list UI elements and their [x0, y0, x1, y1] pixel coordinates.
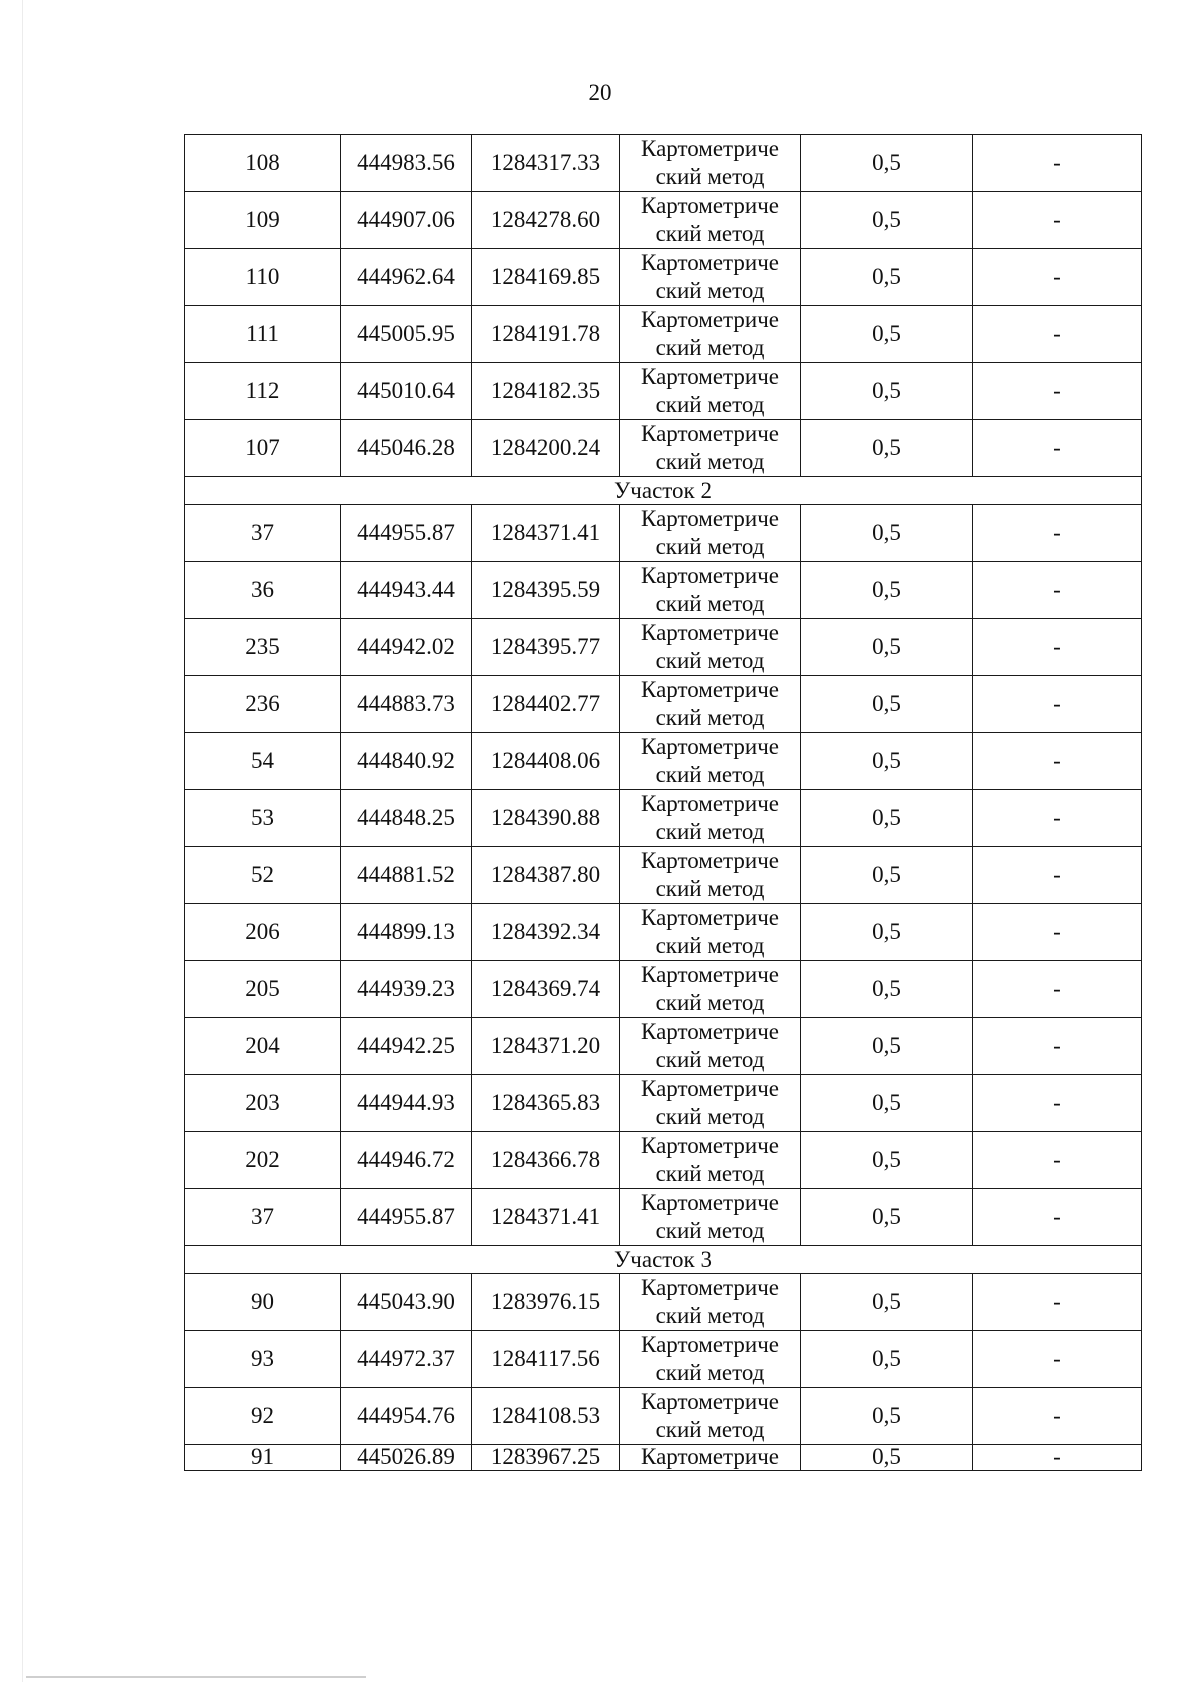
y-coordinate-cell: 1284366.78 [472, 1132, 620, 1189]
page-number: 20 [588, 80, 612, 105]
table-row [185, 420, 1142, 477]
accuracy-cell: 0,5 [801, 1132, 973, 1189]
y-coordinate-cell: 1284395.77 [472, 619, 620, 676]
method-cell [620, 192, 801, 249]
point-number-cell: 236 [185, 676, 341, 733]
point-number-cell: 37 [185, 1189, 341, 1246]
x-coordinate-cell: 444946.72 [341, 1132, 472, 1189]
note-cell: - [973, 249, 1142, 306]
method-text: Картометриче ский метод [641, 506, 779, 559]
method-cell [620, 420, 801, 477]
point-number-cell: 53 [185, 790, 341, 847]
method-cell [620, 961, 801, 1018]
accuracy-cell: 0,5 [801, 562, 973, 619]
method-cell [620, 505, 801, 562]
point-number-cell: 90 [185, 1274, 341, 1331]
method-text: Картометриче ский метод [641, 791, 779, 844]
accuracy-cell: 0,5 [801, 1018, 973, 1075]
accuracy-cell: 0,5 [801, 1274, 973, 1331]
method-text: Картометриче ский метод [641, 563, 779, 616]
method-text: Картометриче ский метод [641, 848, 779, 901]
accuracy-cell: 0,5 [801, 847, 973, 904]
x-coordinate-cell: 444972.37 [341, 1331, 472, 1388]
method-text: Картометриче ский метод [641, 1389, 779, 1442]
table-row [185, 619, 1142, 676]
method-text: Картометриче ский метод [641, 136, 779, 189]
method-cell [620, 562, 801, 619]
x-coordinate-cell: 445010.64 [341, 363, 472, 420]
table-row [185, 1445, 1142, 1471]
x-coordinate-cell: 444899.13 [341, 904, 472, 961]
point-number-cell: 54 [185, 733, 341, 790]
point-number-cell: 52 [185, 847, 341, 904]
point-number-cell: 110 [185, 249, 341, 306]
table-row [185, 1075, 1142, 1132]
point-number-cell: 111 [185, 306, 341, 363]
method-cell [620, 676, 801, 733]
table-row [185, 249, 1142, 306]
note-cell: - [973, 904, 1142, 961]
method-text: Картометриче ский метод [641, 1190, 779, 1243]
table-row [185, 505, 1142, 562]
note-cell: - [973, 505, 1142, 562]
accuracy-cell: 0,5 [801, 192, 973, 249]
y-coordinate-cell: 1284317.33 [472, 135, 620, 192]
y-coordinate-cell: 1283967.25 [472, 1445, 620, 1471]
method-cell [620, 1189, 801, 1246]
point-number-cell: 92 [185, 1388, 341, 1445]
scan-edge [22, 0, 23, 1682]
section-title: Участок 2 [185, 477, 1142, 505]
method-text: Картометриче ский метод [641, 1076, 779, 1129]
point-number-cell: 112 [185, 363, 341, 420]
note-cell: - [973, 676, 1142, 733]
accuracy-cell: 0,5 [801, 904, 973, 961]
y-coordinate-cell: 1284365.83 [472, 1075, 620, 1132]
y-coordinate-cell: 1284371.41 [472, 505, 620, 562]
note-cell: - [973, 363, 1142, 420]
point-number-cell: 206 [185, 904, 341, 961]
method-cell [620, 733, 801, 790]
method-cell [620, 363, 801, 420]
table-row [185, 306, 1142, 363]
point-number-cell: 205 [185, 961, 341, 1018]
note-cell: - [973, 1075, 1142, 1132]
note-cell: - [973, 1189, 1142, 1246]
table-row [185, 1132, 1142, 1189]
table-row [185, 363, 1142, 420]
x-coordinate-cell: 445043.90 [341, 1274, 472, 1331]
table-row [185, 1189, 1142, 1246]
y-coordinate-cell: 1284387.80 [472, 847, 620, 904]
point-number-cell: 36 [185, 562, 341, 619]
method-text: Картометриче ский метод [641, 1133, 779, 1186]
note-cell: - [973, 1331, 1142, 1388]
table-row [185, 1018, 1142, 1075]
accuracy-cell: 0,5 [801, 306, 973, 363]
point-number-cell: 107 [185, 420, 341, 477]
point-number-cell: 203 [185, 1075, 341, 1132]
y-coordinate-cell: 1284117.56 [472, 1331, 620, 1388]
coordinates-table-body [185, 135, 1142, 1471]
method-text: Картометриче [641, 1444, 779, 1469]
note-cell: - [973, 1018, 1142, 1075]
table-row [185, 676, 1142, 733]
method-text: Картометриче ский метод [641, 307, 779, 360]
method-text: Картометриче ский метод [641, 1275, 779, 1328]
x-coordinate-cell: 444944.93 [341, 1075, 472, 1132]
x-coordinate-cell: 444848.25 [341, 790, 472, 847]
accuracy-cell: 0,5 [801, 1189, 973, 1246]
x-coordinate-cell: 445026.89 [341, 1445, 472, 1471]
method-cell [620, 249, 801, 306]
accuracy-cell: 0,5 [801, 1331, 973, 1388]
accuracy-cell: 0,5 [801, 676, 973, 733]
method-cell [620, 1018, 801, 1075]
method-cell [620, 790, 801, 847]
table-row [185, 847, 1142, 904]
point-number-cell: 204 [185, 1018, 341, 1075]
note-cell: - [973, 420, 1142, 477]
method-text: Картометриче ский метод [641, 734, 779, 787]
method-text: Картометриче ский метод [641, 962, 779, 1015]
x-coordinate-cell: 444962.64 [341, 249, 472, 306]
note-cell: - [973, 306, 1142, 363]
x-coordinate-cell: 444954.76 [341, 1388, 472, 1445]
y-coordinate-cell: 1284390.88 [472, 790, 620, 847]
x-coordinate-cell: 444943.44 [341, 562, 472, 619]
accuracy-cell: 0,5 [801, 249, 973, 306]
x-coordinate-cell: 444942.25 [341, 1018, 472, 1075]
x-coordinate-cell: 445046.28 [341, 420, 472, 477]
coordinates-table [184, 134, 1142, 1471]
x-coordinate-cell: 444955.87 [341, 505, 472, 562]
method-text: Картометриче ский метод [641, 193, 779, 246]
x-coordinate-cell: 444942.02 [341, 619, 472, 676]
note-cell: - [973, 733, 1142, 790]
note-cell: - [973, 1274, 1142, 1331]
method-text: Картометриче ский метод [641, 677, 779, 730]
point-number-cell: 91 [185, 1445, 341, 1471]
point-number-cell: 37 [185, 505, 341, 562]
method-cell [620, 1445, 801, 1471]
y-coordinate-cell: 1283976.15 [472, 1274, 620, 1331]
y-coordinate-cell: 1284200.24 [472, 420, 620, 477]
table-row [185, 192, 1142, 249]
note-cell: - [973, 961, 1142, 1018]
y-coordinate-cell: 1284395.59 [472, 562, 620, 619]
point-number-cell: 202 [185, 1132, 341, 1189]
method-cell [620, 1132, 801, 1189]
table-row [185, 1274, 1142, 1331]
method-cell [620, 1075, 801, 1132]
x-coordinate-cell: 444907.06 [341, 192, 472, 249]
method-text: Картометриче ский метод [641, 620, 779, 673]
accuracy-cell: 0,5 [801, 961, 973, 1018]
table-row [185, 904, 1142, 961]
y-coordinate-cell: 1284408.06 [472, 733, 620, 790]
bottom-rule [26, 1676, 366, 1678]
y-coordinate-cell: 1284278.60 [472, 192, 620, 249]
accuracy-cell: 0,5 [801, 1445, 973, 1471]
method-cell [620, 847, 801, 904]
note-cell: - [973, 790, 1142, 847]
section-title: Участок 3 [185, 1246, 1142, 1274]
table-row [185, 961, 1142, 1018]
section-header-row [185, 1246, 1142, 1274]
y-coordinate-cell: 1284369.74 [472, 961, 620, 1018]
y-coordinate-cell: 1284392.34 [472, 904, 620, 961]
section-header-row [185, 477, 1142, 505]
table-row [185, 790, 1142, 847]
method-cell [620, 904, 801, 961]
x-coordinate-cell: 445005.95 [341, 306, 472, 363]
method-text: Картометриче ский метод [641, 364, 779, 417]
method-cell [620, 1388, 801, 1445]
accuracy-cell: 0,5 [801, 135, 973, 192]
point-number-cell: 109 [185, 192, 341, 249]
y-coordinate-cell: 1284108.53 [472, 1388, 620, 1445]
x-coordinate-cell: 444955.87 [341, 1189, 472, 1246]
method-cell [620, 1331, 801, 1388]
accuracy-cell: 0,5 [801, 363, 973, 420]
method-cell [620, 1274, 801, 1331]
accuracy-cell: 0,5 [801, 1075, 973, 1132]
table-row [185, 562, 1142, 619]
method-text: Картометриче ский метод [641, 1332, 779, 1385]
method-text: Картометриче ский метод [641, 905, 779, 958]
x-coordinate-cell: 444840.92 [341, 733, 472, 790]
accuracy-cell: 0,5 [801, 1388, 973, 1445]
y-coordinate-cell: 1284182.35 [472, 363, 620, 420]
table-row [185, 1331, 1142, 1388]
table-row [185, 1388, 1142, 1445]
note-cell: - [973, 619, 1142, 676]
x-coordinate-cell: 444881.52 [341, 847, 472, 904]
method-cell [620, 135, 801, 192]
note-cell: - [973, 1445, 1142, 1471]
note-cell: - [973, 192, 1142, 249]
accuracy-cell: 0,5 [801, 420, 973, 477]
note-cell: - [973, 1388, 1142, 1445]
table-row [185, 135, 1142, 192]
accuracy-cell: 0,5 [801, 733, 973, 790]
point-number-cell: 93 [185, 1331, 341, 1388]
x-coordinate-cell: 444983.56 [341, 135, 472, 192]
accuracy-cell: 0,5 [801, 619, 973, 676]
x-coordinate-cell: 444883.73 [341, 676, 472, 733]
method-text: Картометриче ский метод [641, 1019, 779, 1072]
y-coordinate-cell: 1284191.78 [472, 306, 620, 363]
note-cell: - [973, 562, 1142, 619]
point-number-cell: 108 [185, 135, 341, 192]
note-cell: - [973, 847, 1142, 904]
method-cell [620, 619, 801, 676]
table-row [185, 733, 1142, 790]
y-coordinate-cell: 1284402.77 [472, 676, 620, 733]
note-cell: - [973, 135, 1142, 192]
y-coordinate-cell: 1284371.41 [472, 1189, 620, 1246]
accuracy-cell: 0,5 [801, 790, 973, 847]
y-coordinate-cell: 1284169.85 [472, 249, 620, 306]
method-text: Картометриче ский метод [641, 421, 779, 474]
point-number-cell: 235 [185, 619, 341, 676]
method-text: Картометриче ский метод [641, 250, 779, 303]
method-cell [620, 306, 801, 363]
note-cell: - [973, 1132, 1142, 1189]
accuracy-cell: 0,5 [801, 505, 973, 562]
y-coordinate-cell: 1284371.20 [472, 1018, 620, 1075]
x-coordinate-cell: 444939.23 [341, 961, 472, 1018]
